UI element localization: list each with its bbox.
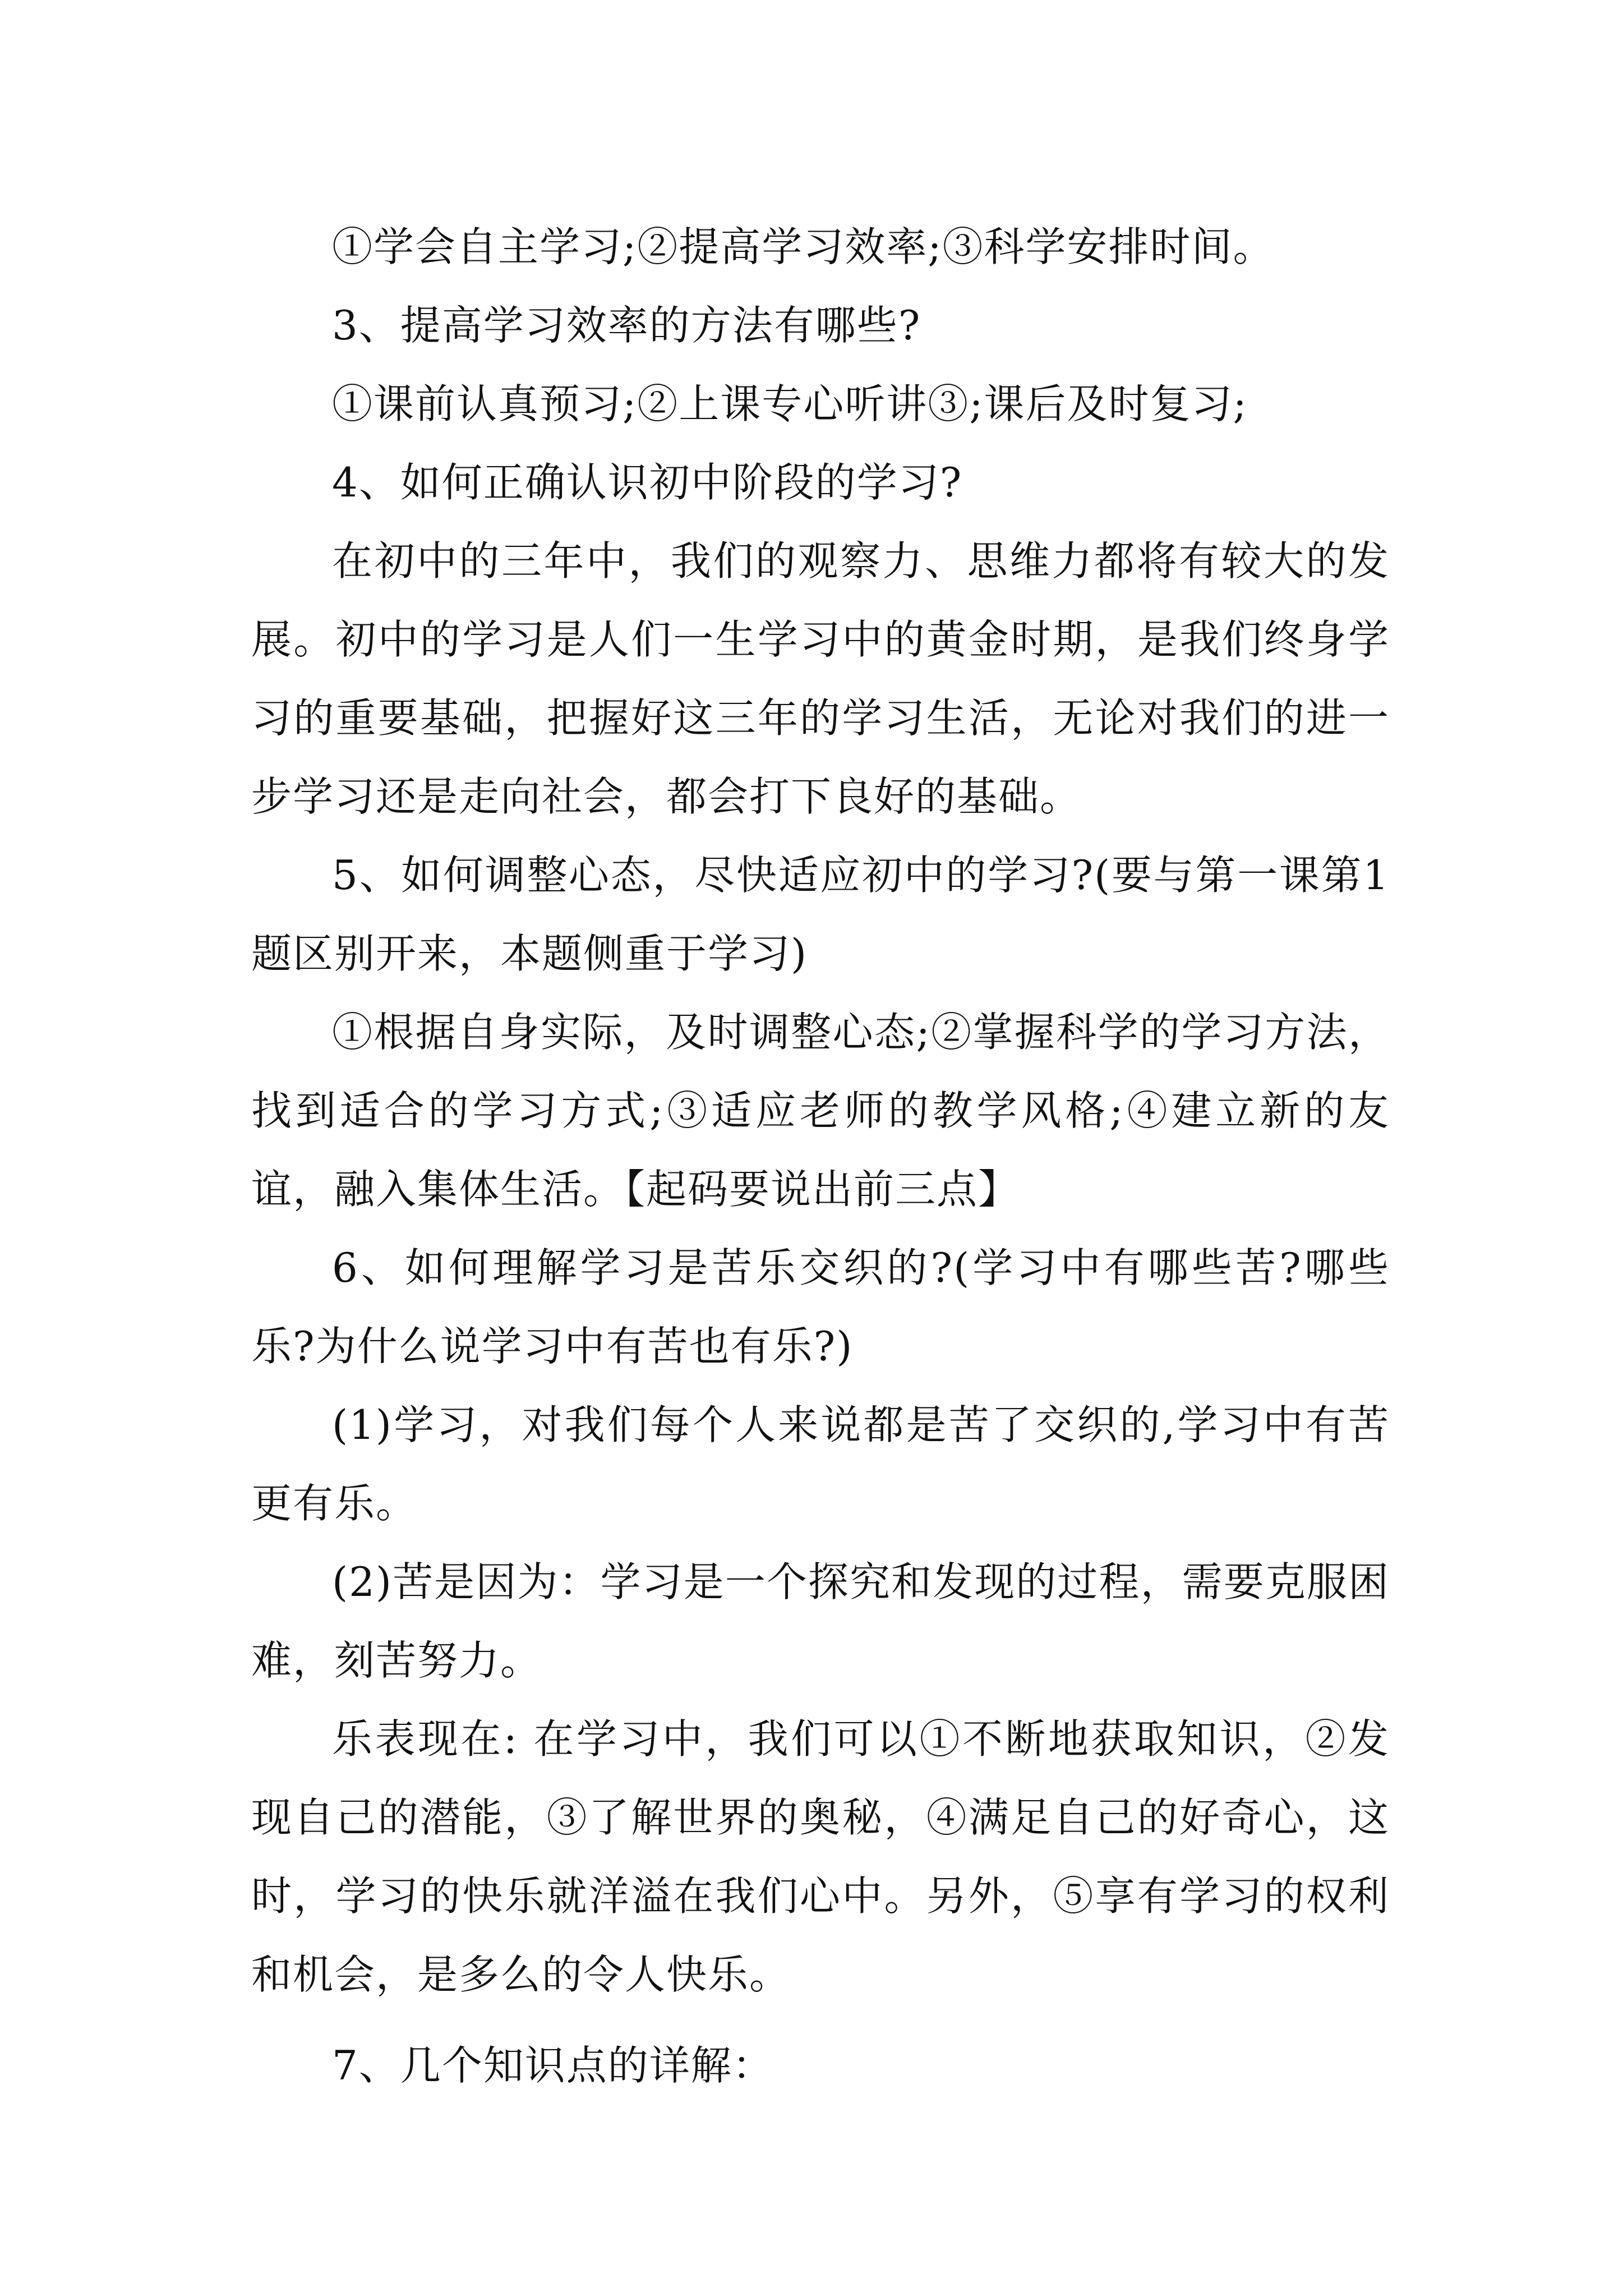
paragraph-1: ①学会自主学习;②提高学习效率;③科学安排时间。: [332, 223, 1275, 270]
question-6: 6、如何理解学习是苦乐交织的?(学习中有哪些苦?哪些乐?为什么说学习中有苦也有乐?): [251, 1244, 1390, 1370]
answer-3: ①课前认真预习;②上课专心听讲③;课后及时复习;: [332, 380, 1248, 427]
question-7: 7、几个知识点的详解：: [332, 2042, 774, 2089]
question-4: 4、如何正确认识初中阶段的学习?: [332, 459, 963, 506]
answer-6-part-2: (2)苦是因为：学习是一个探究和发现的过程，需要克服困难，刻苦努力。: [251, 1558, 1390, 1684]
answer-4: 在初中的三年中，我们的观察力、思维力都将有较大的发展。初中的学习是人们一生学习中的黄金时期，是我们终身学习的重要基础，把握好这三年的学习生活，无论对我们的进一步学习还是走向社会，都会打下良好的基础。: [251, 537, 1390, 820]
question-3: 3、提高学习效率的方法有哪些?: [332, 302, 921, 349]
answer-5: ①根据自身实际，及时调整心态;②掌握科学的学习方法，找到适合的学习方式;③适应老师的教学风格;④建立新的友谊，融入集体生活。【起码要说出前三点】: [251, 1009, 1390, 1213]
answer-6-part-1: (1)学习，对我们每个人来说都是苦了交织的,学习中有苦更有乐。: [251, 1401, 1390, 1527]
document-body: [251, 208, 1390, 2105]
answer-6-part-3: 乐表现在: 在学习中，我们可以①不断地获取知识，②发现自己的潜能，③了解世界的奥秘，④满足自己的好奇心，这时，学习的快乐就洋溢在我们心中。另外，⑤享有学习的权利和机会，是多么的令人快乐。: [251, 1715, 1390, 1998]
question-5: 5、如何调整心态，尽快适应初中的学习?(要与第一课第1题区别开来，本题侧重于学习): [251, 852, 1390, 977]
